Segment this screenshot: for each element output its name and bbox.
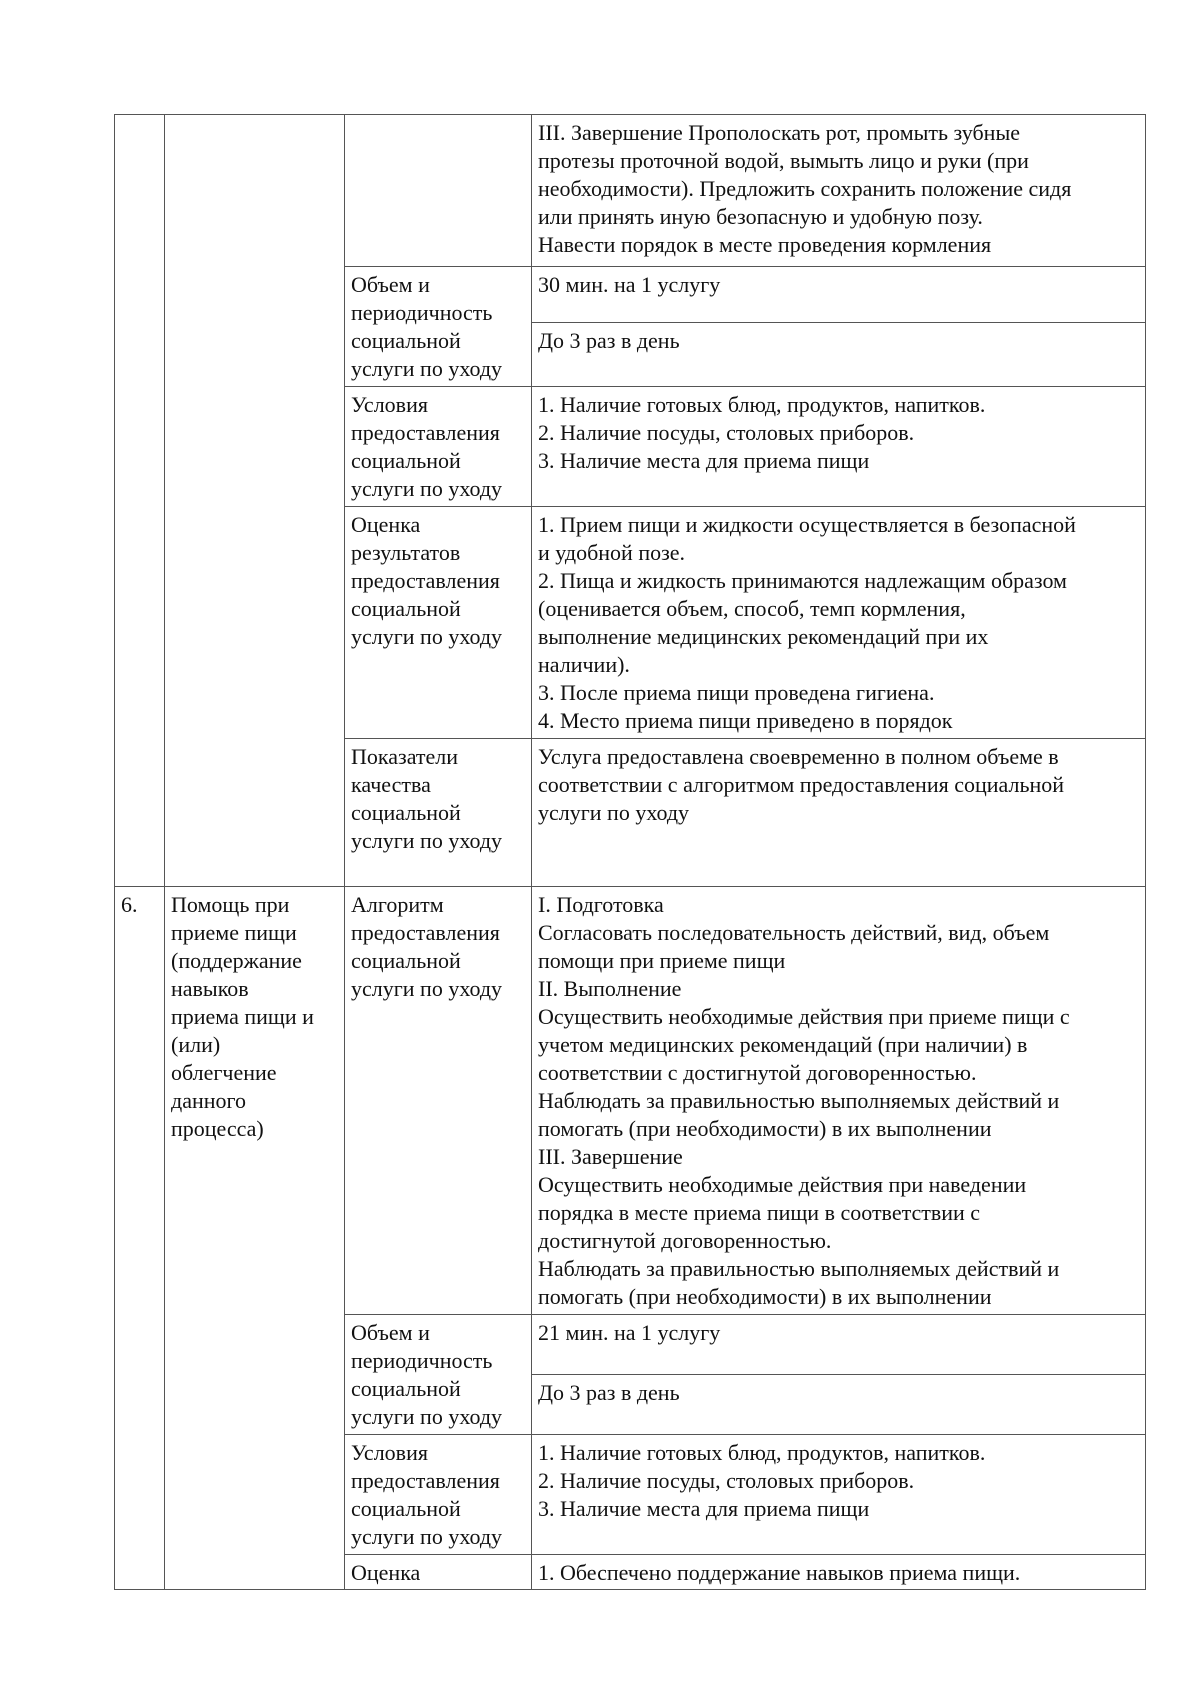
volume-frequency-value: До 3 раз в день [532,1375,1146,1435]
quality-label: Показатели качества социальной услуги по уходу [345,739,532,887]
volume-label: Объем и периодичность социальной услуги по уходу [345,1315,532,1435]
conditions-label: Условия предоставления социальной услуги по уходу [345,1435,532,1555]
service-name-cell: Помощь при приеме пищи (поддержание навыков приема пищи и (или) облегчение данного процесса) [165,887,345,1590]
volume-frequency-value: До 3 раз в день [532,323,1146,387]
algorithm-label: Алгоритм предоставления социальной услуги по уходу [345,887,532,1315]
conditions-label: Условия предоставления социальной услуги по уходу [345,387,532,507]
algorithm-completion-text: III. Завершение Прополоскать рот, промыть зубные протезы проточной водой, вымыть лицо и руки (при необходимости). Предложить сохранить положение сидя или принять иную безопасную и удобную позу. Навести порядок в месте проведения кормления [532,115,1146,267]
evaluation-text: 1. Обеспечено поддержание навыков приема пищи. [532,1555,1146,1590]
evaluation-label: Оценка [345,1555,532,1590]
evaluation-text: 1. Прием пищи и жидкости осуществляется в безопасной и удобной позе. 2. Пища и жидкость принимаются надлежащим образом (оценивается объем, способ, темп кормления, выполнение медицинских рекомендаций при их наличии). 3. После приема пищи проведена гигиена. 4. Место приема пищи приведено в порядок [532,507,1146,739]
volume-time-value: 21 мин. на 1 услугу [532,1315,1146,1375]
conditions-text: 1. Наличие готовых блюд, продуктов, напитков. 2. Наличие посуды, столовых приборов. 3. Наличие места для приема пищи [532,1435,1146,1555]
parameter-cell [345,115,532,267]
row-number-cell: 6. [115,887,165,1590]
service-name-cell [165,115,345,887]
row-number-cell [115,115,165,887]
document-page [114,114,1146,1590]
volume-label: Объем и периодичность социальной услуги по уходу [345,267,532,387]
table-row [115,887,1146,1315]
volume-time-value: 30 мин. на 1 услугу [532,267,1146,323]
quality-text: Услуга предоставлена своевременно в полном объеме в соответствии с алгоритмом предоставления социальной услуги по уходу [532,739,1146,887]
algorithm-text: I. Подготовка Согласовать последовательность действий, вид, объем помощи при приеме пищи II. Выполнение Осуществить необходимые действия при приеме пищи с учетом медицинских рекомендаций (при наличии) в соответствии с достигнутой договоренностью. Наблюдать за правильностью выполняемых действий и помогать (при необходимости) в их выполнении III. Завершение Осуществить необходимые действия при наведении порядка в месте приема пищи в соответствии с достигнутой договоренностью. Наблюдать за правильностью выполняемых действий и помогать (при необходимости) в их выполнении [532,887,1146,1315]
evaluation-label: Оценка результатов предоставления социальной услуги по уходу [345,507,532,739]
services-table [114,114,1146,1590]
table-row [115,115,1146,267]
conditions-text: 1. Наличие готовых блюд, продуктов, напитков. 2. Наличие посуды, столовых приборов. 3. Наличие места для приема пищи [532,387,1146,507]
